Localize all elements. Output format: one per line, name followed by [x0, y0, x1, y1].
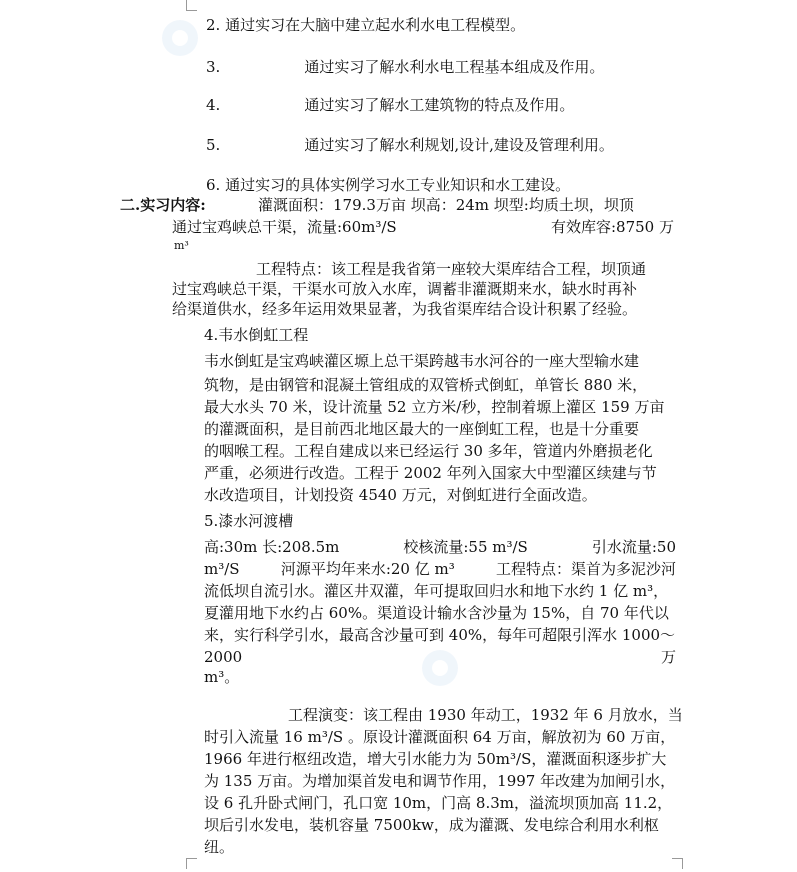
- paragraph-line: 过宝鸡峡总干渠，干渠水可放入水库，调蓄非灌溉期来水，缺水时再补: [172, 280, 638, 298]
- corner-mark: [186, 0, 197, 11]
- paragraph-line: 为 135 万亩。为增加渠首发电和调节作用，1997 年改建为加闸引水，: [204, 772, 676, 790]
- corner-mark: [672, 858, 683, 869]
- paragraph-line: 2000 万: [204, 648, 676, 666]
- subsection-heading: 5.漆水河渡槽: [204, 512, 294, 530]
- corner-mark: [186, 858, 197, 869]
- goal-item: 6. 通过实习的具体实例学习水工专业知识和水工建设。: [206, 176, 571, 194]
- paragraph-line: 工程特点：该工程是我省第一座较大渠库结合工程，坝顶通: [256, 260, 647, 278]
- goal-item: 4. 通过实习了解水工建筑物的特点及作用。: [206, 96, 575, 114]
- goal-item: 3. 通过实习了解水利水电工程基本组成及作用。: [206, 58, 605, 76]
- paragraph-line: 筑物，是由钢管和混凝土管组成的双管桥式倒虹，单管长 880 米，: [204, 376, 648, 394]
- paragraph-line: 水改造项目，计划投资 4540 万元，对倒虹进行全面改造。: [204, 486, 597, 504]
- paragraph-line: 最大水头 70 米，设计流量 52 立方米/秒，控制着塬上灌区 159 万亩: [204, 398, 665, 416]
- goal-item: 2. 通过实习在大脑中建立起水利水电工程模型。: [206, 16, 526, 34]
- goal-item: 5. 通过实习了解水利规划,设计,建设及管理利用。: [206, 136, 614, 154]
- paragraph-line: 韦水倒虹是宝鸡峡灌区塬上总干渠跨越韦水河谷的一座大型输水建: [204, 352, 640, 370]
- paragraph-line: 的灌溉面积，是目前西北地区最大的一座倒虹工程，也是十分重要: [204, 420, 640, 438]
- unit-fragment: m³: [174, 239, 189, 252]
- section-heading: 二.实习内容:: [120, 196, 206, 214]
- subsection-heading: 4.韦水倒虹工程: [204, 326, 309, 344]
- aqueduct-stats-line: 高:30m 长:208.5m 校核流量:55 m³/S 引水流量:50: [204, 538, 676, 556]
- paragraph-line: 时引入流量 16 m³/S 。原设计灌溉面积 64 万亩，解放初为 60 万亩，: [204, 728, 676, 746]
- paragraph-line: 夏灌用地下水约占 60%。渠道设计输水含沙量为 15%，自 70 年代以: [204, 604, 669, 622]
- paragraph-line: 工程演变：该工程由 1930 年动工，1932 年 6 月放水，当: [288, 706, 683, 724]
- paragraph-line: 给渠道供水，经多年运用效果显著，为我省渠库结合设计积累了经验。: [172, 300, 638, 318]
- aqueduct-stats-line: m³/S 河源平均年来水:20 亿 m³ 工程特点：渠首为多泥沙河: [204, 560, 676, 578]
- paragraph-line: 来，实行科学引水，最高含沙量可到 40%，每年可超限引浑水 1000～: [204, 626, 676, 644]
- snowflake-watermark-icon: [160, 18, 200, 58]
- paragraph-line: 流低坝自流引水。灌区井双灌，年可提取回归水和地下水约 1 亿 m³，: [204, 582, 669, 600]
- paragraph-line: 的咽喉工程。工程自建成以来已经运行 30 多年，管道内外磨损老化: [204, 442, 653, 460]
- paragraph-line: 严重，必须进行改造。工程于 2002 年列入国家大中型灌区续建与节: [204, 464, 657, 482]
- paragraph-line: 1966 年进行枢纽改造，增大引水能力为 50m³/S，灌溉面积逐步扩大: [204, 750, 667, 768]
- reservoir-stats-line: 灌溉面积：179.3万亩 坝高：24m 坝型:均质土坝，坝顶: [258, 196, 634, 214]
- paragraph-line: 坝后引水发电，装机容量 7500kw，成为灌溉、发电综合利用水利枢: [204, 816, 659, 834]
- paragraph-line: 纽。: [204, 838, 235, 856]
- reservoir-stats-line: 通过宝鸡峡总干渠，流量:60m³/S 有效库容:8750 万: [172, 218, 674, 236]
- paragraph-line: 设 6 孔升卧式闸门，孔口宽 10m，门高 8.3m，溢流坝顶加高 11.2，: [204, 794, 673, 812]
- unit-fragment: m³。: [204, 668, 240, 686]
